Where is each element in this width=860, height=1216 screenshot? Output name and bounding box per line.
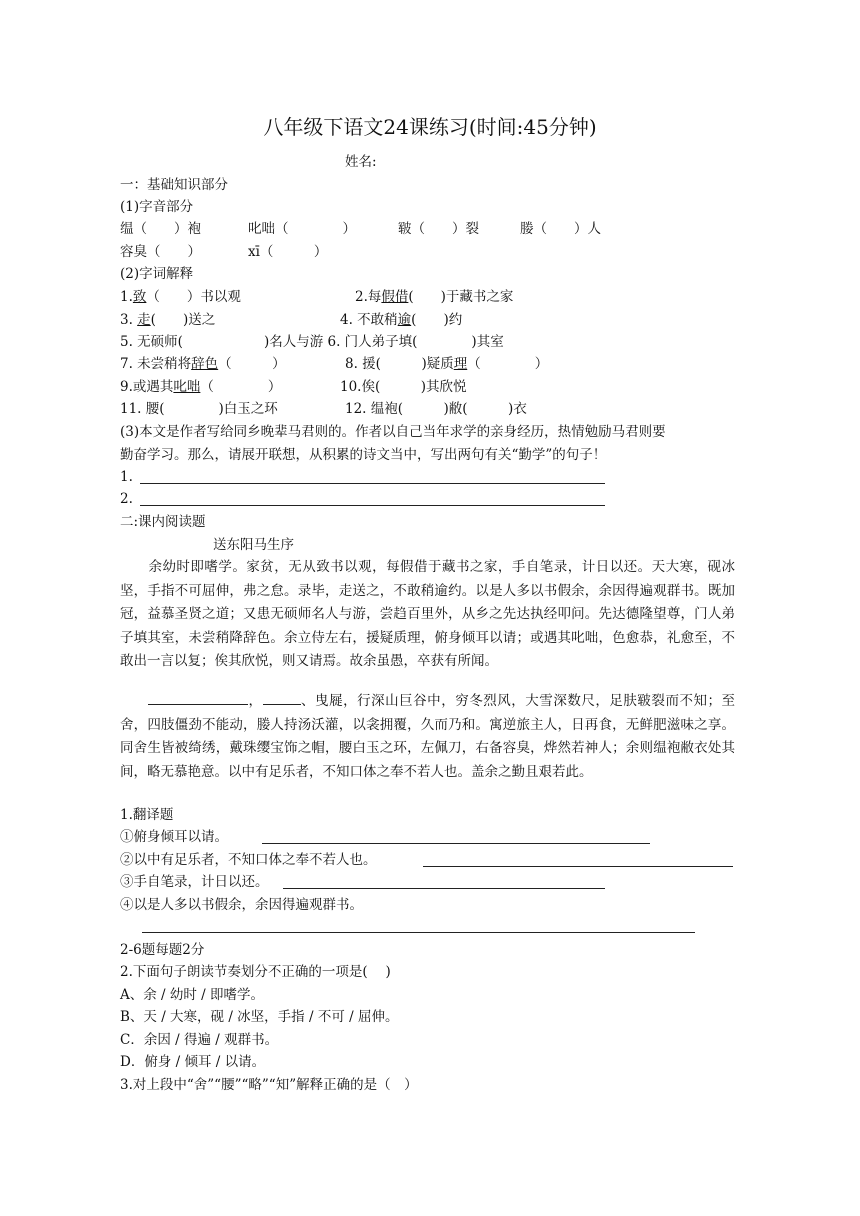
vocab-item-8: 8. 援( )疑质理（ ） xyxy=(345,356,549,372)
q2-option-d: D．俯身 / 倾耳 / 以请。 xyxy=(120,1054,266,1070)
pron-item-4: 媵（ ）人 xyxy=(520,221,601,237)
translate-item-3: ③手自笔录，计日以还。 xyxy=(120,874,269,890)
question-2: 2.下面句子朗读节奏划分不正确的一项是( ) xyxy=(120,964,391,980)
subsection-vocabulary: (2)字词解释 xyxy=(120,266,194,282)
answer-1-label: 1. xyxy=(120,469,133,485)
translate-line-3[interactable] xyxy=(283,888,605,889)
vocab-item-11: 11. 腰( )白玉之环 xyxy=(120,401,278,417)
section-1-heading: 一：基础知识部分 xyxy=(120,177,228,193)
vocab-item-7: 7. 未尝稍将辞色（ ） xyxy=(120,356,286,372)
question-1-heading: 1.翻译题 xyxy=(120,807,174,823)
passage-paragraph-1: 余幼时即嗜学。家贫，无从致书以观，每假借于藏书之家，手自笔录，计日以还。天大寒，砚冰坚，手指不可屈伸，弗之怠。录毕，走送之，不敢稍逾约。以是人多以书假余，余因得遍观群书。既加冠，益慕圣贤之道；又患无硕师名人与游，尝趋百里外，从乡之先达执经叩问。先达德隆望尊，门人弟子填其室，未尝稍降辞色。余立侍左右，援疑质理，俯身倾耳以请；或遇其叱咄，色愈恭，礼愈至，不敢出一言以复；俟其欣悦，则又请焉。故余虽愚，卒获有所闻。 xyxy=(120,559,735,669)
pron-item-6: xī（ ） xyxy=(248,244,328,260)
pron-item-5: 容臭（ ） xyxy=(120,244,201,260)
page-title: 八年级下语文24课练习(时间:45分钟) xyxy=(263,115,597,139)
vocab-item-9: 9.或遇其叱咄（ ） xyxy=(120,379,282,395)
fill-blank-2[interactable] xyxy=(263,690,301,705)
passage-paragraph-2: ， 、曳屣，行深山巨谷中，穷冬烈风，大雪深数尺，足肤皲裂而不知；至舍，四肢僵劲不能动，媵人持汤沃灌，以衾拥覆，久而乃和。寓逆旅主人，日再食，无鲜肥滋味之享。同舍生皆被绮绣，戴珠缨宝饰之帽，腰白玉之环，左佩刀，右备容臭，烨然若神人；余则缊袍敝衣处其间，略无慕艳意。以中有足乐者，不知口体之奉不若人也。盖余之勤且艰若此。 xyxy=(120,690,735,784)
score-note: 2-6题每题2分 xyxy=(120,942,205,958)
section-2-heading: 二:课内阅读题 xyxy=(120,514,206,530)
translate-item-4: ④以是人多以书假余，余因得遍观群书。 xyxy=(120,897,363,913)
answer-2-line[interactable] xyxy=(140,505,605,506)
vocab-item-4: 4. 不敢稍逾( )约 xyxy=(340,312,463,328)
pron-item-3: 皲（ ）裂 xyxy=(398,221,479,237)
translate-line-1[interactable] xyxy=(262,843,650,844)
answer-1-line[interactable] xyxy=(140,483,605,484)
q2-option-c: C．余因 / 得遍 / 观群书。 xyxy=(120,1032,279,1048)
translate-item-1: ①俯身倾耳以请。 xyxy=(120,829,228,845)
subsection-3-line2: 勤奋学习。那么，请展开联想，从积累的诗文当中，写出两句有关“勤学”的句子！ xyxy=(120,447,607,463)
vocab-item-3: 3. 走( )送之 xyxy=(120,312,216,328)
vocab-item-2: 2.每假借( )于藏书之家 xyxy=(355,289,514,305)
fill-blank-1[interactable] xyxy=(148,690,248,705)
vocab-item-1: 1.致（ ）书以观 xyxy=(120,289,241,305)
translate-line-4[interactable] xyxy=(142,932,695,933)
subsection-3-line1: (3)本文是作者写给同乡晚辈马君则的。作者以自己当年求学的亲身经历，热情勉励马君则要 xyxy=(120,424,666,440)
passage-title: 送东阳马生序 xyxy=(213,537,294,553)
pron-item-2: 叱咄（ ） xyxy=(248,221,356,237)
answer-2-label: 2. xyxy=(120,491,133,507)
q2-option-a: A、余 / 幼时 / 即嗜学。 xyxy=(120,987,265,1003)
vocab-item-5-6: 5. 无硕师( )名人与游 6. 门人弟子填( )其室 xyxy=(120,334,504,350)
question-3: 3.对上段中“舍”“腰”“略”“知”解释正确的是（ ） xyxy=(120,1077,418,1093)
vocab-item-10: 10.俟( )其欣悦 xyxy=(340,379,467,395)
pron-item-1: 缊（ ）袍 xyxy=(120,221,201,237)
translate-line-2[interactable] xyxy=(423,866,733,867)
translate-item-2: ②以中有足乐者，不知口体之奉不若人也。 xyxy=(120,852,377,868)
q2-option-b: B、天 / 大寒，砚 / 冰坚，手指 / 不可 / 屈伸。 xyxy=(120,1009,399,1025)
name-label: 姓名: xyxy=(345,154,377,170)
vocab-item-12: 12. 缊袍( )敝( )衣 xyxy=(345,401,527,417)
subsection-pronunciation: (1)字音部分 xyxy=(120,199,194,215)
